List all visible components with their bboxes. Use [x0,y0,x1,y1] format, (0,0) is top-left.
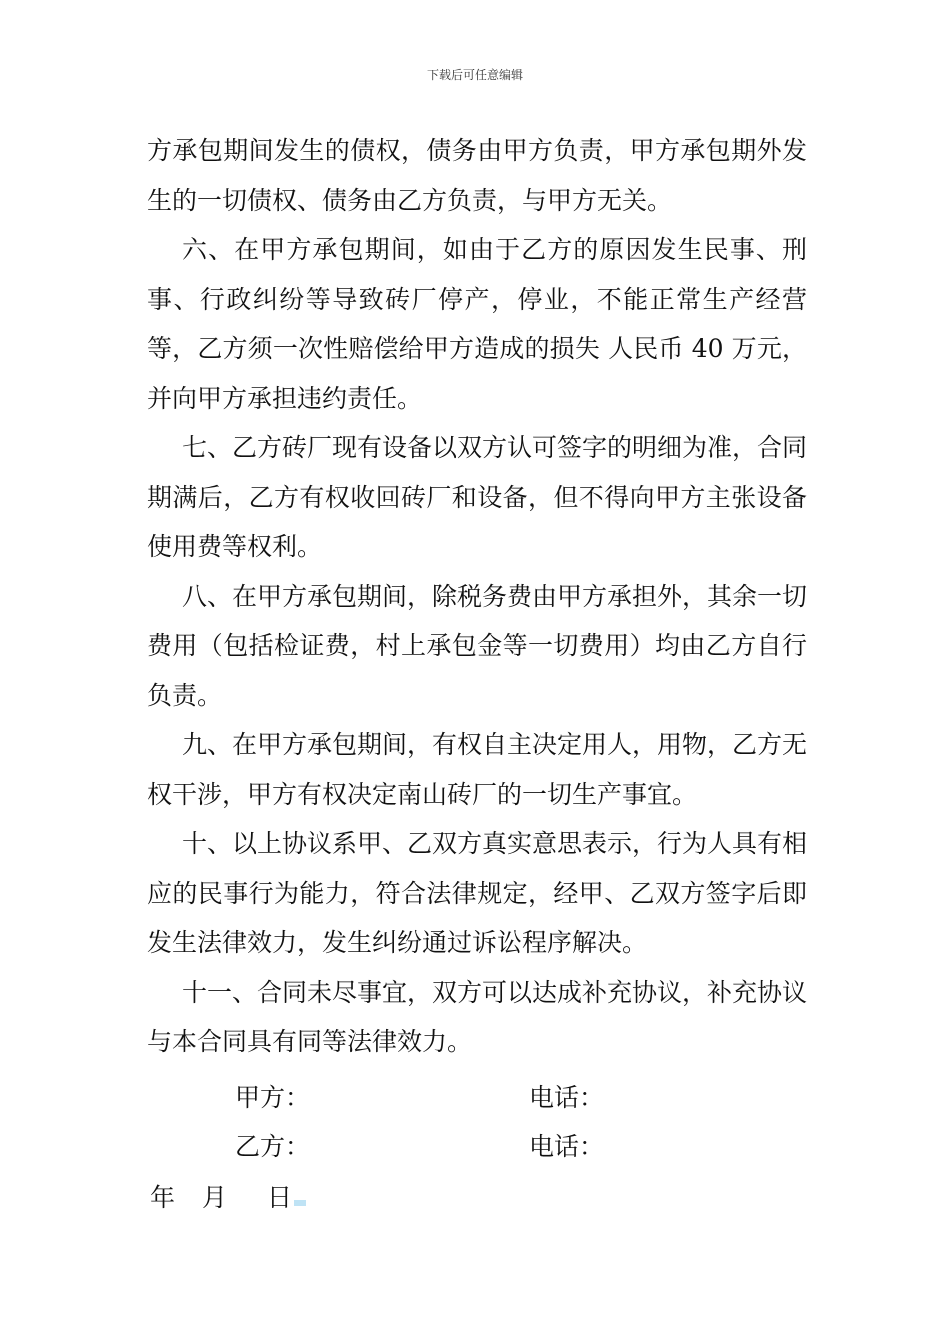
party-a-label: 甲方： [235,1083,311,1112]
signature-row-party-b [0,1127,950,1167]
clause-8: 八、在甲方承包期间，除税务费由甲方承担外，其余一切费用（包括检证费，村上承包金等一切费用）均由乙方自行负责。 [147,581,808,710]
clause-9: 九、在甲方承包期间，有权自主决定用人，用物，乙方无权干涉，甲方有权决定南山砖厂的一切生产事宜。 [147,730,808,809]
party-b-phone-label: 电话： [529,1132,605,1161]
clause-11: 十一、合同未尽事宜，双方可以达成补充协议，补充协议与本合同具有同等法律效力。 [147,977,808,1056]
party-a-phone-label: 电话： [529,1083,605,1112]
contract-body [147,126,807,1067]
header-note: 下载后可任意编辑 [426,68,523,82]
signature-row-party-a [0,1078,950,1118]
clause-6: 六、在甲方承包期间，如由于乙方的原因发生民事、刑事、行政纠纷等导致砖厂停产，停业，不能正常生产经营等，乙方须一次性赔偿给甲方造成的损失 人民币 40 万元，并向甲方承担违约责任。 [147,235,807,413]
party-b-label: 乙方： [235,1132,311,1161]
day-label: 日 [267,1183,293,1212]
year-label: 年 [150,1183,176,1212]
month-label: 月 [202,1183,228,1212]
clause-7: 七、乙方砖厂现有设备以双方认可签字的明细为准，合同期满后，乙方有权收回砖厂和设备，但不得向甲方主张设备使用费等权利。 [147,433,808,561]
paragraph-continuation: 方承包期间发生的债权，债务由甲方负责，甲方承包期外发生的一切债权、债务由乙方负责，与甲方无关。 [147,136,807,215]
clause-10: 十、以上协议系甲、乙双方真实意思表示，行为人具有相应的民事行为能力，符合法律规定，经甲、乙双方签字后即发生法律效力，发生纠纷通过诉讼程序解决。 [147,829,808,957]
text-cursor-marker [294,1200,306,1206]
date-row [150,1178,306,1218]
